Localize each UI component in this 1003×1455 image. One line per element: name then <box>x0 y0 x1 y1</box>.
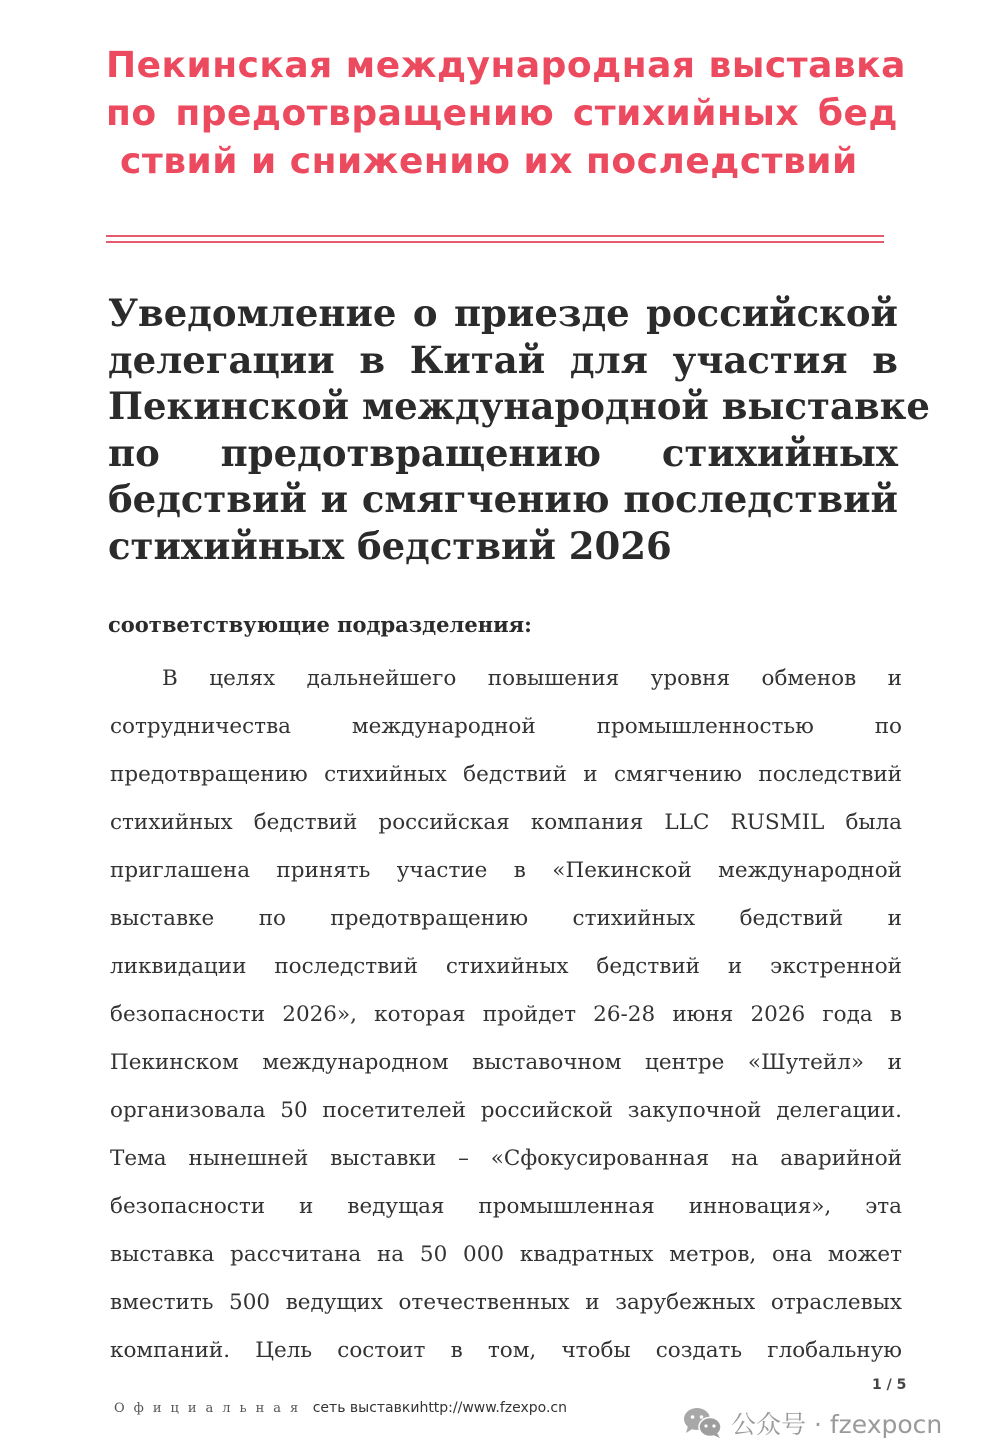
document-title-line: делегации в Китай для участия в <box>108 337 898 382</box>
body-line: ликвидации последствий стихийных бедствий и экстренной <box>110 954 902 979</box>
salutation: соответствующие подразделения: <box>108 612 532 637</box>
body-paragraph <box>110 655 902 1375</box>
body-line: безопасности и ведущая промышленная инновация», эта <box>110 1194 902 1219</box>
body-line: предотвращению стихийных бедствий и смягчению последствий <box>110 762 902 787</box>
header-divider-top <box>106 235 884 237</box>
wechat-icon <box>683 1407 723 1439</box>
body-line: стихийных бедствий российская компания LLC RUSMIL была <box>110 810 902 835</box>
header-title-line: ствий и снижению их последствий <box>120 141 858 182</box>
body-line: Тема нынешней выставки – «Сфокусированная на аварийной <box>110 1146 902 1171</box>
document-title-line: по предотвращению стихийных <box>108 430 898 475</box>
footer-official-label: Официальная <box>114 1401 308 1416</box>
body-line: безопасности 2026», которая пройдет 26-28 июня 2026 года в <box>110 1002 902 1027</box>
body-line: организовала 50 посетителей российской закупочной делегации. <box>110 1098 902 1123</box>
body-line: выставке по предотвращению стихийных бедствий и <box>110 906 902 931</box>
header-divider-bottom <box>106 241 884 243</box>
body-line: В целях дальнейшего повышения уровня обменов и <box>162 666 902 691</box>
body-line: приглашена принять участие в «Пекинской международной <box>110 858 902 883</box>
footer-site-link[interactable]: сеть выставкиhttp://www.fzexpo.cn <box>312 1400 568 1416</box>
header-title-line: Пекинская международная выставка <box>106 45 906 86</box>
header-title-line: по предотвращению стихийных бед <box>106 93 898 134</box>
document-title <box>108 290 930 569</box>
watermark-text: 公众号 · fzexpocn <box>731 1410 943 1439</box>
body-line: выставка рассчитана на 50 000 квадратных метров, она может <box>110 1242 902 1267</box>
document-title-line: Пекинской международной выставке <box>108 384 930 428</box>
exhibition-header-title <box>106 42 906 186</box>
document-title-line: стихийных бедствий 2026 <box>108 523 672 568</box>
page-number: 1 / 5 <box>872 1377 907 1393</box>
wechat-watermark <box>683 1405 942 1441</box>
body-line: компаний. Цель состоит в том, чтобы создать глобальную <box>110 1338 902 1363</box>
body-line: сотрудничества международной промышленностью по <box>110 714 902 739</box>
body-line: вместить 500 ведущих отечественных и зарубежных отраслевых <box>110 1290 902 1315</box>
body-line: Пекинском международном выставочном центре «Шутейл» и <box>110 1050 902 1075</box>
document-title-line: Уведомление о приезде российской <box>108 291 898 335</box>
document-title-line: бедствий и смягчению последствий <box>108 477 898 521</box>
footer <box>114 1400 567 1417</box>
